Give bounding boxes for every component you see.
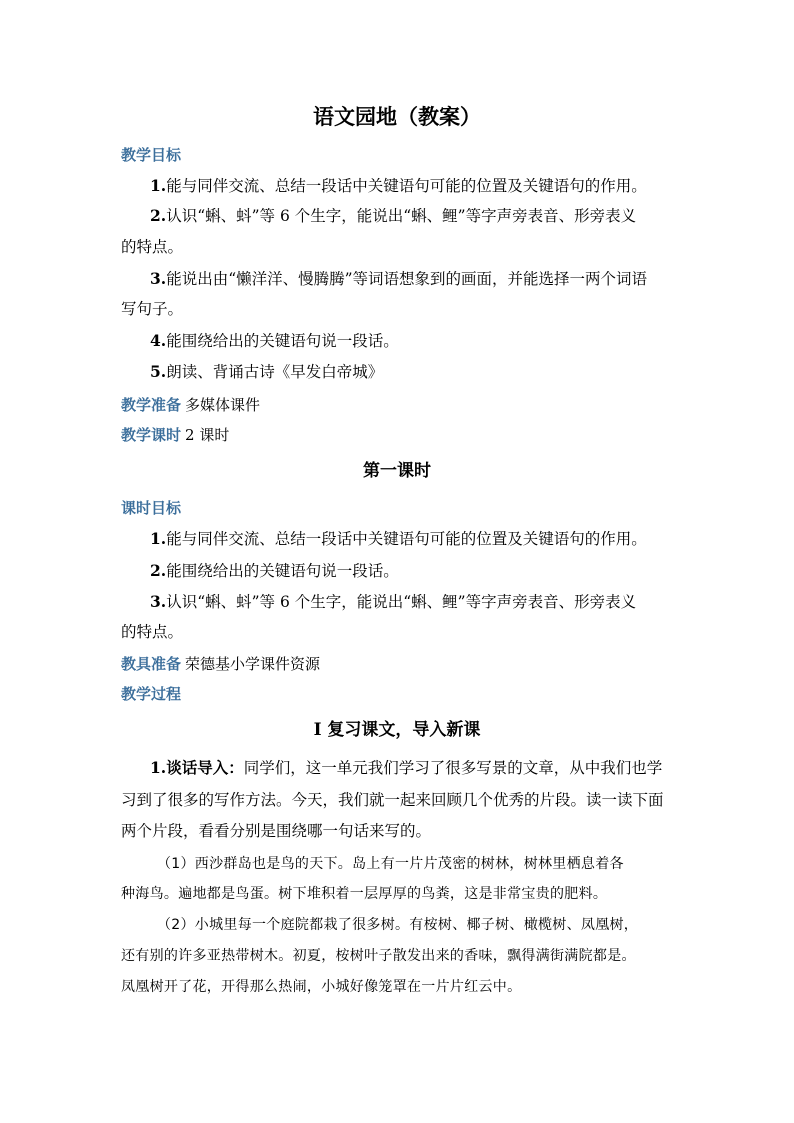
teaching-goal-2 <box>150 206 636 226</box>
tools-heading: 教具准备 <box>121 655 182 673</box>
excerpt-2-line-3: 凤凰树开了花，开得那么热闹，小城好像笼罩在一片片红云中。 <box>121 979 522 995</box>
excerpt-2-line-1: （2）小城里每一个庭院都栽了很多树。有桉树、椰子树、橄榄树、凤凰树， <box>157 917 639 933</box>
teaching-prep-value: 多媒体课件 <box>185 396 261 414</box>
lesson-goal-1 <box>150 529 647 549</box>
lesson-goals-heading: 课时目标 <box>121 499 182 517</box>
goal-text: 能说出由“懒洋洋、慢腾腾”等词语想象到的画面，并能选择一两个词语 <box>166 270 648 288</box>
teaching-goal-3 <box>150 269 647 289</box>
goal-number: 2. <box>150 561 167 580</box>
tools-value: 荣德基小学课件资源 <box>185 655 321 673</box>
intro-paragraph-line-2: 习到了很多的写作方法。今天，我们就一起来回顾几个优秀的片段。读一读下面 <box>121 791 664 809</box>
teaching-goal-2-continued: 的特点。 <box>121 238 184 256</box>
goal-text: 能与同伴交流、总结一段话中关键语句可能的位置及关键语句的作用。 <box>166 530 647 548</box>
excerpt-1-line-2: 种海鸟。遍地都是鸟蛋。树下堆积着一层厚厚的鸟粪，这是非常宝贵的肥料。 <box>121 886 608 902</box>
teaching-goal-4 <box>150 331 399 351</box>
lesson-1-title: 第一课时 <box>363 461 431 481</box>
intro-paragraph-line-3: 两个片段，看看分别是围绕哪一句话来写的。 <box>121 822 432 840</box>
goal-text: 认识“蝌、蚪”等 6 个生字，能说出“蝌、鲤”等字声旁表音、形旁表义 <box>166 207 637 225</box>
goal-number: 1. <box>150 176 167 195</box>
process-heading: 教学过程 <box>121 685 182 703</box>
tools-row <box>121 654 320 674</box>
teaching-hours-heading: 教学课时 <box>121 426 182 444</box>
excerpt-2-line-2: 还有别的许多亚热带树木。初夏，桉树叶子散发出来的香味，飘得满街满院都是。 <box>121 948 636 964</box>
goal-number: 3. <box>150 592 167 611</box>
teaching-goal-3-continued: 写句子。 <box>121 300 184 318</box>
teaching-prep-row <box>121 395 260 415</box>
excerpt-1-line-1: （1）西沙群岛也是鸟的天下。岛上有一片片茂密的树林，树林里栖息着各 <box>157 856 624 872</box>
goal-number: 1. <box>150 529 167 548</box>
intro-paragraph-line-1 <box>150 758 662 778</box>
goal-text: 能与同伴交流、总结一段话中关键语句可能的位置及关键语句的作用。 <box>166 177 647 195</box>
goal-text: 能围绕给出的关键语句说一段话。 <box>166 562 399 580</box>
lesson-goal-3-continued: 的特点。 <box>121 623 184 641</box>
intro-number: 1. <box>150 758 167 777</box>
goal-text: 朗读、背诵古诗《早发白帝城》 <box>166 363 384 381</box>
intro-lead: 谈话导入： <box>166 758 244 777</box>
teaching-hours-row <box>121 425 229 445</box>
goal-number: 4. <box>150 331 167 350</box>
teaching-goal-1 <box>150 176 647 196</box>
goal-text: 能围绕给出的关键语句说一段话。 <box>166 332 399 350</box>
section-1-title: Ⅰ 复习课文，导入新课 <box>313 720 481 740</box>
intro-text: 同学们，这一单元我们学习了很多写景的文章，从中我们也学 <box>243 759 663 777</box>
teaching-goals-heading: 教学目标 <box>121 146 182 164</box>
goal-number: 3. <box>150 269 167 288</box>
lesson-goal-3 <box>150 592 636 612</box>
goal-text: 认识“蝌、蚪”等 6 个生字，能说出“蝌、鲤”等字声旁表音、形旁表义 <box>166 593 637 611</box>
lesson-goal-2 <box>150 561 399 581</box>
document-title: 语文园地（教案） <box>313 104 481 129</box>
goal-number: 2. <box>150 206 167 225</box>
teaching-hours-value: 2 课时 <box>185 426 230 444</box>
teaching-goal-5 <box>150 362 383 382</box>
goal-number: 5. <box>150 362 167 381</box>
teaching-prep-heading: 教学准备 <box>121 396 182 414</box>
